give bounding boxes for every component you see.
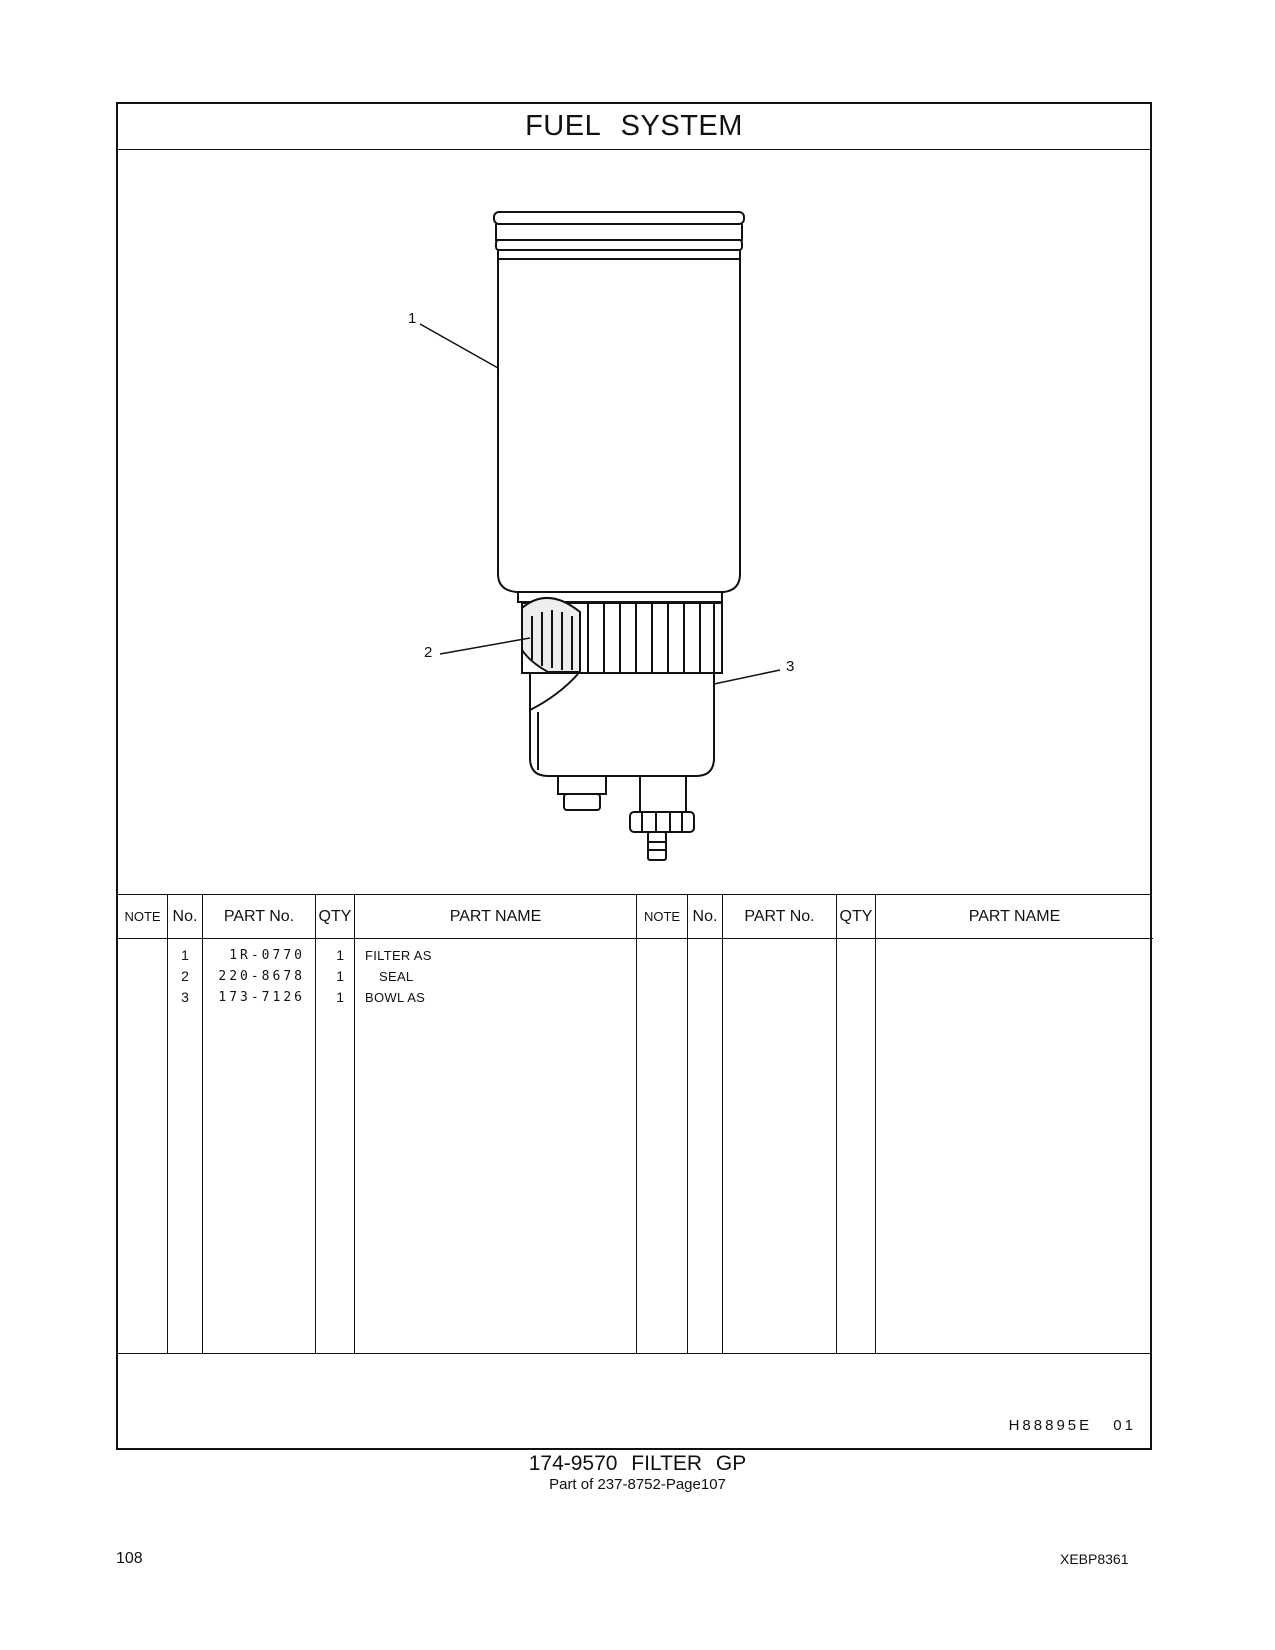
bowl	[530, 673, 714, 776]
callout-1: 1	[408, 310, 417, 327]
leader-line-2	[440, 638, 530, 654]
callout-2: 2	[424, 644, 433, 661]
sensor-fitting	[630, 812, 694, 832]
no-header: No.	[168, 895, 202, 939]
part-name-header-right: PART NAME	[876, 895, 1153, 939]
qty-header: QTY	[316, 895, 354, 939]
group-reference: Part of 237-8752-Page107	[549, 1476, 726, 1493]
filter-top-ring	[494, 212, 744, 224]
part-no-column	[202, 895, 315, 1353]
leader-line-3	[714, 670, 780, 684]
part-row-qty: 1	[336, 989, 344, 1005]
document-id: XEBP8361	[1060, 1551, 1129, 1567]
part-row-qty: 1	[336, 968, 344, 984]
page-number: 108	[116, 1550, 143, 1567]
part-row-part-no: 1R-0770	[229, 948, 305, 963]
part-row-no: 3	[181, 989, 189, 1005]
note-column	[118, 895, 167, 1353]
part-name-column	[354, 895, 636, 1353]
part-no-header: PART No.	[203, 895, 315, 939]
callout-3: 3	[786, 658, 795, 675]
exploded-view-drawing	[118, 150, 1150, 894]
parts-sheet-frame	[116, 102, 1152, 1450]
group-title: 174-9570 FILTER GP	[528, 1452, 747, 1475]
no-column	[167, 895, 202, 1353]
part-row-part-no: 220-8678	[218, 969, 305, 984]
part-row-part-no: 173-7126	[218, 990, 305, 1005]
part-no-column-right	[722, 895, 836, 1353]
part-row-name: FILTER AS	[365, 948, 432, 963]
illustration-code: H88895E 01	[1008, 1417, 1136, 1434]
qty-column-right	[836, 895, 875, 1353]
leader-line-1	[420, 324, 498, 368]
qty-column	[315, 895, 354, 1353]
part-name-column-right	[875, 895, 1153, 1353]
part-row-no: 2	[181, 968, 189, 984]
section-title: FUEL SYSTEM	[118, 104, 1150, 150]
part-name-header: PART NAME	[355, 895, 636, 939]
part-no-header-right: PART No.	[723, 895, 836, 939]
drain-plug	[564, 794, 600, 810]
no-header-right: No.	[688, 895, 722, 939]
no-column-right	[687, 895, 722, 1353]
part-row-no: 1	[181, 947, 189, 963]
parts-list-right	[636, 895, 1153, 1353]
part-row-name: SEAL	[379, 969, 414, 984]
fuel-filter-illustration	[118, 150, 1150, 894]
qty-header-right: QTY	[837, 895, 875, 939]
filter-canister	[498, 259, 740, 592]
group-caption	[0, 1452, 1275, 1493]
note-header-right: NOTE	[637, 895, 687, 939]
note-header: NOTE	[118, 895, 167, 939]
parts-list-left	[118, 895, 636, 1353]
parts-list-table	[118, 894, 1150, 1354]
part-row-qty: 1	[336, 947, 344, 963]
note-column-right	[637, 895, 687, 1353]
part-row-name: BOWL AS	[365, 990, 426, 1005]
